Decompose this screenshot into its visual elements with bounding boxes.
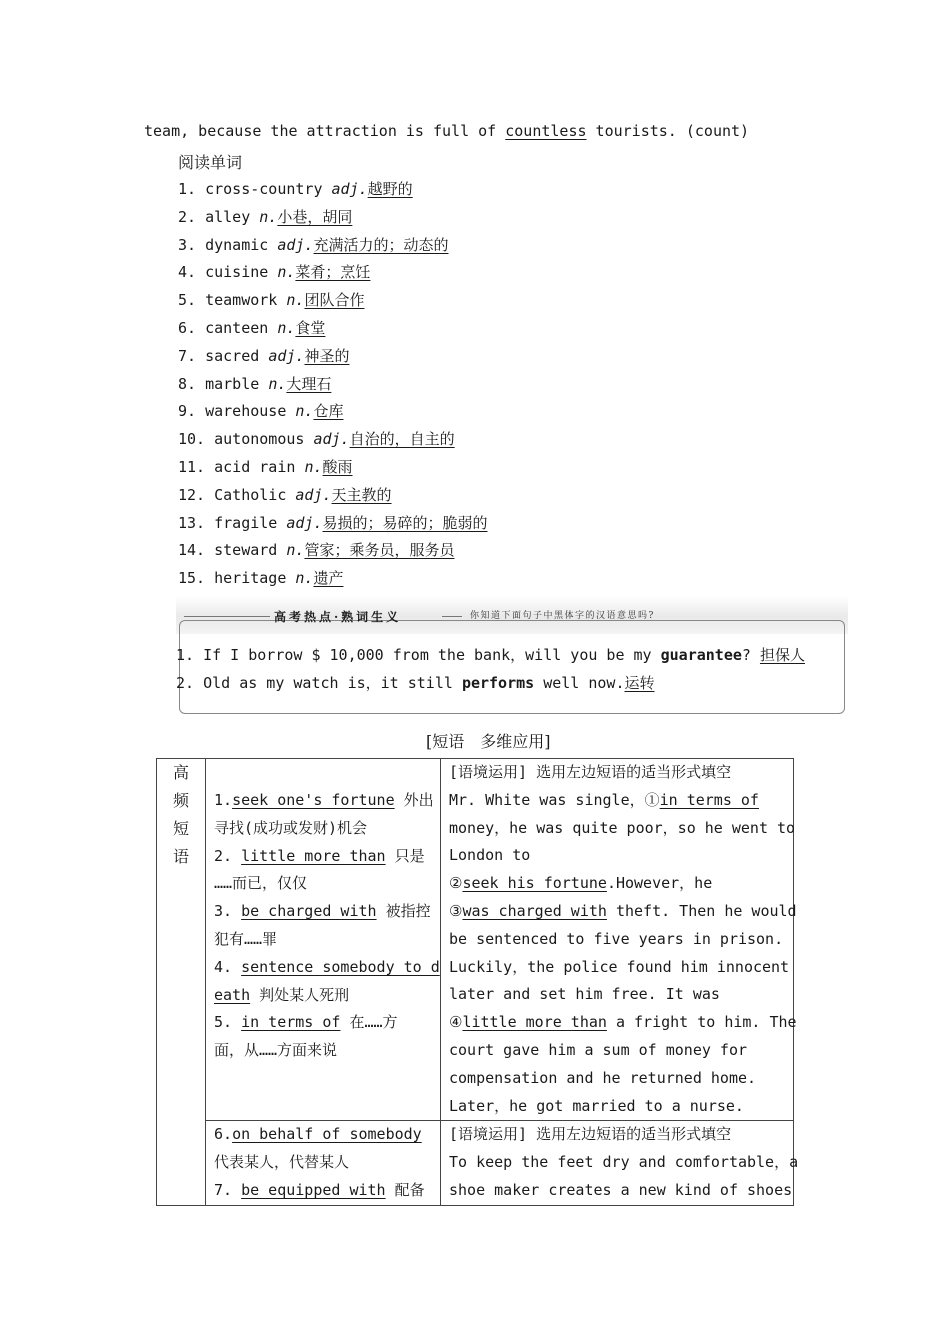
context-exercise (441, 1121, 799, 1204)
answer-blank: be equipped with (241, 1180, 386, 1199)
answer-blank: was charged with (462, 901, 607, 920)
banner-question-1 (176, 644, 805, 665)
text-line (441, 1037, 793, 1065)
text-line (206, 815, 440, 843)
line-text: compensation and he returned home. (448, 1068, 757, 1087)
category-char: 频 (172, 791, 189, 810)
line-text: 判处某人死刑 (250, 985, 350, 1004)
line-text: London to (448, 846, 531, 865)
text-line (441, 1093, 793, 1121)
line-text: money，he was quite poor，so he went to (448, 818, 796, 837)
line-text: 5. (214, 1013, 242, 1032)
line-text: 配备 (385, 1180, 425, 1199)
vocabulary-list (178, 176, 488, 593)
vocab-meaning: 遗产 (313, 569, 344, 588)
line-text: Later，he got married to a nurse. (448, 1096, 744, 1115)
list-item (178, 398, 488, 426)
part-of-speech: adj. (268, 346, 305, 365)
bold-word: performs (461, 674, 535, 692)
text-line (206, 1037, 440, 1065)
text-line (441, 1065, 793, 1093)
vocab-word: 11. acid rain (178, 457, 305, 476)
list-item (178, 204, 488, 232)
vocab-meaning: 团队合作 (304, 291, 365, 310)
answer-blank: 担保人 (759, 646, 805, 664)
question-text: ? (741, 646, 760, 664)
text-line (206, 787, 440, 815)
answer-blank: on behalf of somebody (232, 1125, 422, 1144)
vocab-word: 10. autonomous (178, 430, 314, 449)
line-text: To keep the feet dry and comfortable，a (448, 1153, 799, 1172)
line-text: 寻找(成功或发财)机会 (214, 818, 368, 837)
list-item (178, 426, 488, 454)
list-item (178, 537, 488, 565)
part-of-speech: n. (277, 318, 296, 337)
part-of-speech: n. (295, 569, 314, 588)
line-text: 面，从……方面来说 (214, 1041, 338, 1060)
vocab-word: 8. marble (178, 374, 269, 393)
context-exercise-cell (440, 759, 797, 1121)
hot-topic-banner (176, 596, 848, 718)
line-text: 只是 (385, 846, 425, 865)
line-text: 1. (214, 791, 233, 809)
phrase-list-cell (206, 1121, 441, 1205)
list-item (178, 371, 488, 399)
text-line (441, 981, 793, 1009)
vocab-meaning: 越野的 (367, 180, 413, 198)
banner-question-2 (176, 672, 655, 693)
vocab-word: 7. sacred (178, 346, 269, 365)
vocab-meaning: 仓库 (313, 402, 344, 421)
list-item (178, 287, 488, 315)
part-of-speech: n. (304, 457, 323, 476)
vocab-word: 5. teamwork (178, 291, 287, 310)
line-text: Mr. White was single，① (448, 790, 660, 809)
banner-frame (179, 620, 845, 714)
text-line (441, 898, 797, 926)
text-line (441, 815, 796, 843)
text-line (441, 787, 793, 815)
vocab-meaning: 易损的；易碎的；脆弱的 (322, 513, 488, 532)
category-char: 语 (172, 847, 189, 866)
banner-subtitle: 你知道下面句子中黑体字的汉语意思吗? (470, 611, 655, 621)
text-line (441, 954, 793, 982)
vocab-word: 13. fragile (178, 513, 287, 532)
answer-blank: in terms of (241, 1013, 341, 1032)
answer-blank: seek his fortune (462, 874, 607, 893)
line-text: Luckily，the police found him innocent (448, 957, 790, 976)
part-of-speech: adj. (295, 485, 332, 504)
line-text: [语境运用] 选用左边短语的适当形式填空 (448, 763, 732, 781)
list-item (178, 482, 488, 510)
vocab-meaning: 自治的，自主的 (349, 430, 455, 449)
line-text: 3. (214, 902, 242, 921)
category-label (157, 759, 205, 871)
phrase-list-cell (206, 759, 441, 1121)
line-text: ④ (448, 1013, 463, 1032)
vocab-word: 12. Catholic (178, 485, 296, 504)
text-line (206, 1177, 440, 1205)
text-line (206, 1149, 440, 1177)
sentence-text: tourists. (count) (586, 122, 750, 140)
answer-blank: 运转 (624, 674, 655, 692)
line-text: 外出 (394, 791, 434, 809)
part-of-speech: n. (286, 291, 305, 310)
vocab-word: 9. warehouse (178, 402, 296, 421)
text-line (441, 842, 793, 870)
part-of-speech: adj. (286, 513, 323, 532)
context-exercise-cell (440, 1121, 799, 1205)
banner-divider (442, 616, 462, 617)
phrase-list (206, 1121, 440, 1204)
line-text: 6. (214, 1125, 233, 1144)
vocab-meaning: 食堂 (295, 318, 326, 337)
vocab-meaning: 菜肴；烹饪 (295, 263, 371, 282)
line-text: ② (448, 874, 463, 893)
line-text: ③ (448, 901, 463, 920)
part-of-speech: n. (295, 402, 314, 421)
question-text: well now. (534, 674, 625, 692)
fill-in-sentence (144, 122, 749, 140)
list-item (178, 510, 488, 538)
part-of-speech: n. (268, 374, 287, 393)
text-line (441, 1177, 793, 1205)
text-line (206, 870, 440, 898)
part-of-speech: adj. (331, 180, 368, 198)
context-exercise (441, 759, 797, 1120)
part-of-speech: n. (259, 207, 278, 226)
answer-blank: be charged with (241, 902, 377, 921)
text-line (206, 954, 440, 982)
line-text: court gave him a sum of money for (448, 1040, 747, 1059)
answer-blank: in terms of (659, 790, 759, 809)
answer-blank: countless (505, 122, 587, 140)
list-item (178, 565, 488, 593)
text-line (206, 898, 440, 926)
text-line (206, 843, 440, 871)
part-of-speech: adj. (313, 430, 350, 449)
text-line (206, 926, 440, 954)
list-item (178, 315, 488, 343)
vocab-word: 14. steward (178, 541, 287, 560)
part-of-speech: n. (286, 541, 305, 560)
text-line (441, 1121, 793, 1149)
line-text: .However，he (606, 874, 713, 893)
line-text: ……而已，仅仅 (214, 874, 308, 893)
question-text: 1. If I borrow $ 10,000 from the bank，will you be my (176, 646, 661, 664)
vocab-meaning: 天主教的 (331, 485, 392, 504)
line-text: 犯有……罪 (214, 929, 278, 948)
line-text: 被指控 (376, 902, 431, 921)
line-text: be sentenced to five years in prison. (448, 929, 784, 948)
answer-blank: eath (214, 985, 251, 1004)
text-line (441, 870, 793, 898)
section-heading-reading-words: 阅读单词 (178, 153, 243, 172)
list-item (178, 176, 488, 204)
line-text: 2. (214, 846, 242, 865)
vocab-word: 15. heritage (178, 569, 296, 588)
line-text: a fright to him. The (606, 1013, 797, 1032)
text-line (206, 1009, 440, 1037)
line-text: [语境运用] 选用左边短语的适当形式填空 (448, 1125, 732, 1144)
vocab-word: 1. cross-country (178, 180, 332, 198)
vocab-meaning: 神圣的 (304, 346, 350, 365)
bold-word: guarantee (660, 646, 742, 664)
vocab-word: 6. canteen (178, 318, 278, 337)
line-text: 在……方 (340, 1013, 398, 1032)
line-text: 代表某人，代替某人 (214, 1153, 350, 1172)
question-text: 2. Old as my watch is，it still (176, 674, 462, 692)
vocab-meaning: 大理石 (286, 374, 332, 393)
table-row (157, 759, 794, 1121)
text-line (441, 1149, 799, 1177)
category-cell (157, 759, 206, 1206)
answer-blank: sentence somebody to d (241, 957, 440, 976)
text-line (441, 926, 793, 954)
part-of-speech: n. (277, 263, 296, 282)
list-item (178, 343, 488, 371)
category-char: 短 (172, 819, 189, 838)
vocab-word: 3. dynamic (178, 235, 278, 254)
sentence-text: team, because the attraction is full of (144, 122, 506, 140)
table-row (157, 1121, 794, 1205)
line-text: later and set him free. It was (448, 985, 720, 1004)
list-item (178, 232, 488, 260)
text-line (206, 1121, 440, 1149)
text-line (441, 1009, 797, 1037)
vocab-meaning: 管家；乘务员，服务员 (304, 541, 455, 560)
list-item (178, 259, 488, 287)
vocab-word: 2. alley (178, 207, 260, 226)
vocab-meaning: 充满活力的；动态的 (313, 235, 449, 254)
category-char: 高 (172, 763, 189, 782)
answer-blank: seek one's fortune (232, 791, 395, 809)
text-line (441, 759, 793, 787)
line-text: shoe maker creates a new kind of shoes (448, 1180, 793, 1199)
phrases-table (156, 758, 799, 1206)
section-heading-phrases: [短语 多维应用] (426, 732, 551, 751)
banner-divider (184, 616, 270, 617)
answer-blank: little more than (241, 846, 386, 865)
line-text: 4. (214, 957, 242, 976)
text-line (206, 982, 440, 1010)
line-text: 7. (214, 1180, 242, 1199)
line-text: theft. Then he would (606, 901, 797, 920)
phrase-list (206, 787, 440, 1065)
vocab-word: 4. cuisine (178, 263, 278, 282)
part-of-speech: adj. (277, 235, 314, 254)
answer-blank: little more than (462, 1013, 607, 1032)
list-item (178, 454, 488, 482)
vocab-meaning: 酸雨 (322, 457, 353, 476)
vocab-meaning: 小巷，胡同 (277, 207, 353, 226)
banner-title: 高考热点·熟词生义 (274, 610, 402, 624)
